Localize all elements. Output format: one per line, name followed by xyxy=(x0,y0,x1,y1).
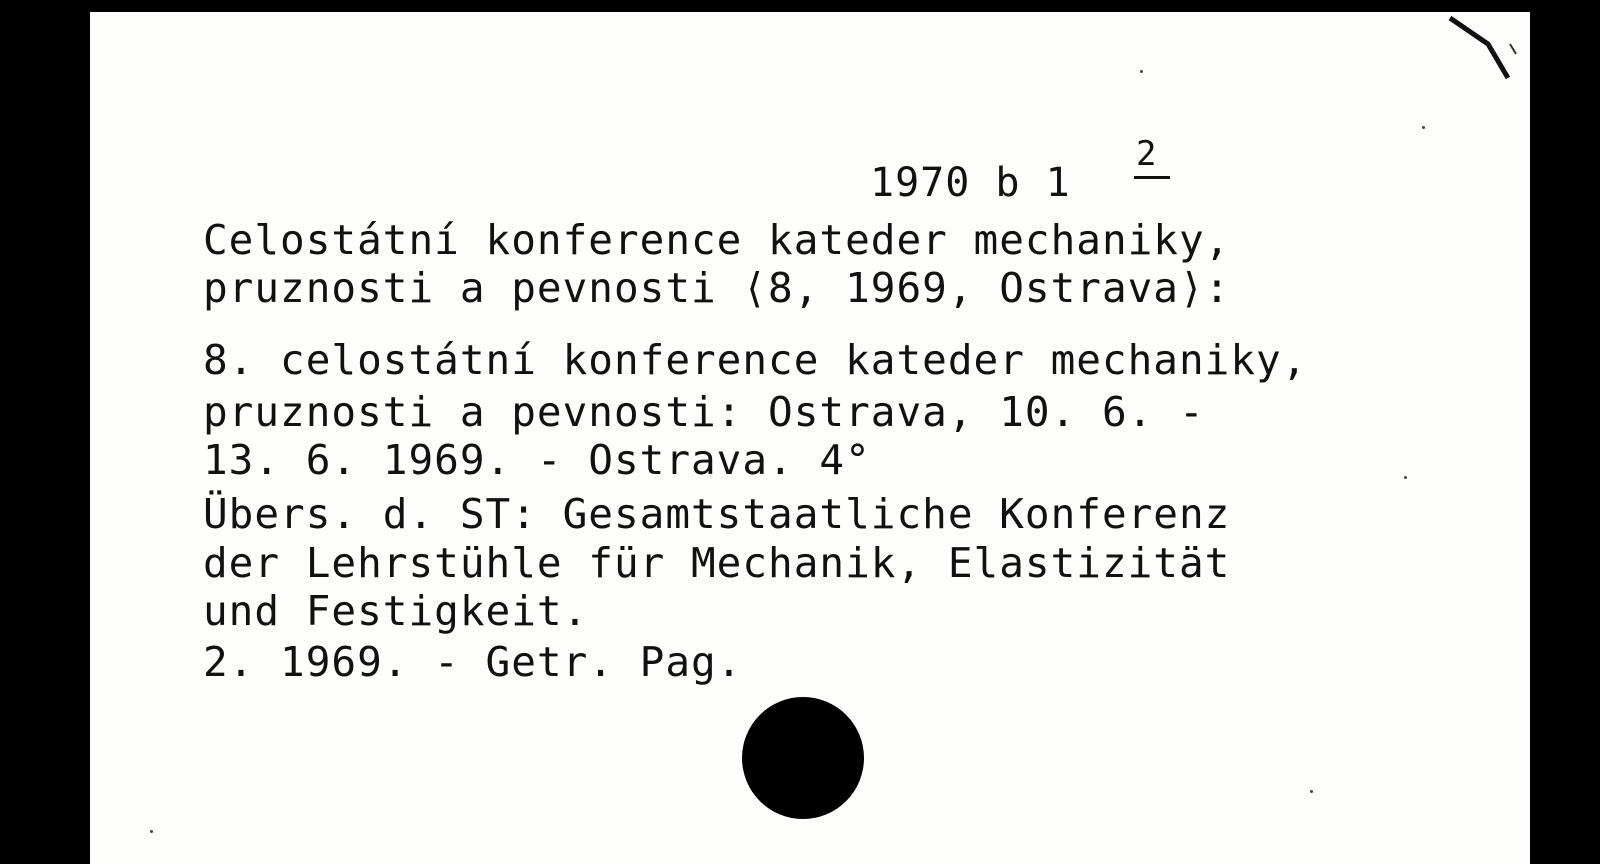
scan-right-border xyxy=(1530,0,1600,864)
title-line-2: pruznosti a pevnosti: Ostrava, 10. 6. - xyxy=(203,388,1205,436)
speck xyxy=(1140,70,1143,73)
heading-line-2: pruznosti a pevnosti ⟨8, 1969, Ostrava⟩: xyxy=(203,264,1231,312)
translation-line-3: und Festigkeit. xyxy=(203,587,589,635)
heading-line-1: Celostátní konference kateder mechaniky, xyxy=(203,216,1231,264)
scan-top-border xyxy=(0,0,1600,12)
speck xyxy=(1422,126,1425,129)
title-line-1: 8. celostátní konference kateder mechaniky, xyxy=(203,336,1308,384)
volume-line: 2. 1969. - Getr. Pag. xyxy=(203,638,743,686)
copy-index-underline xyxy=(1134,176,1170,179)
imprint-line: 13. 6. 1969. - Ostrava. 4° xyxy=(203,436,871,484)
speck xyxy=(1310,790,1313,793)
speck xyxy=(150,830,153,833)
call-number-copy-index: 2 xyxy=(1136,134,1157,174)
translation-line-2: der Lehrstühle für Mechanik, Elastizität xyxy=(203,539,1231,587)
punched-hole xyxy=(742,697,864,819)
translation-line-1: Übers. d. ST: Gesamtstaatliche Konferenz xyxy=(203,490,1231,538)
call-number: 1970 b 1 xyxy=(870,160,1071,206)
corner-pencil-mark xyxy=(1448,14,1528,84)
speck xyxy=(1404,476,1407,479)
